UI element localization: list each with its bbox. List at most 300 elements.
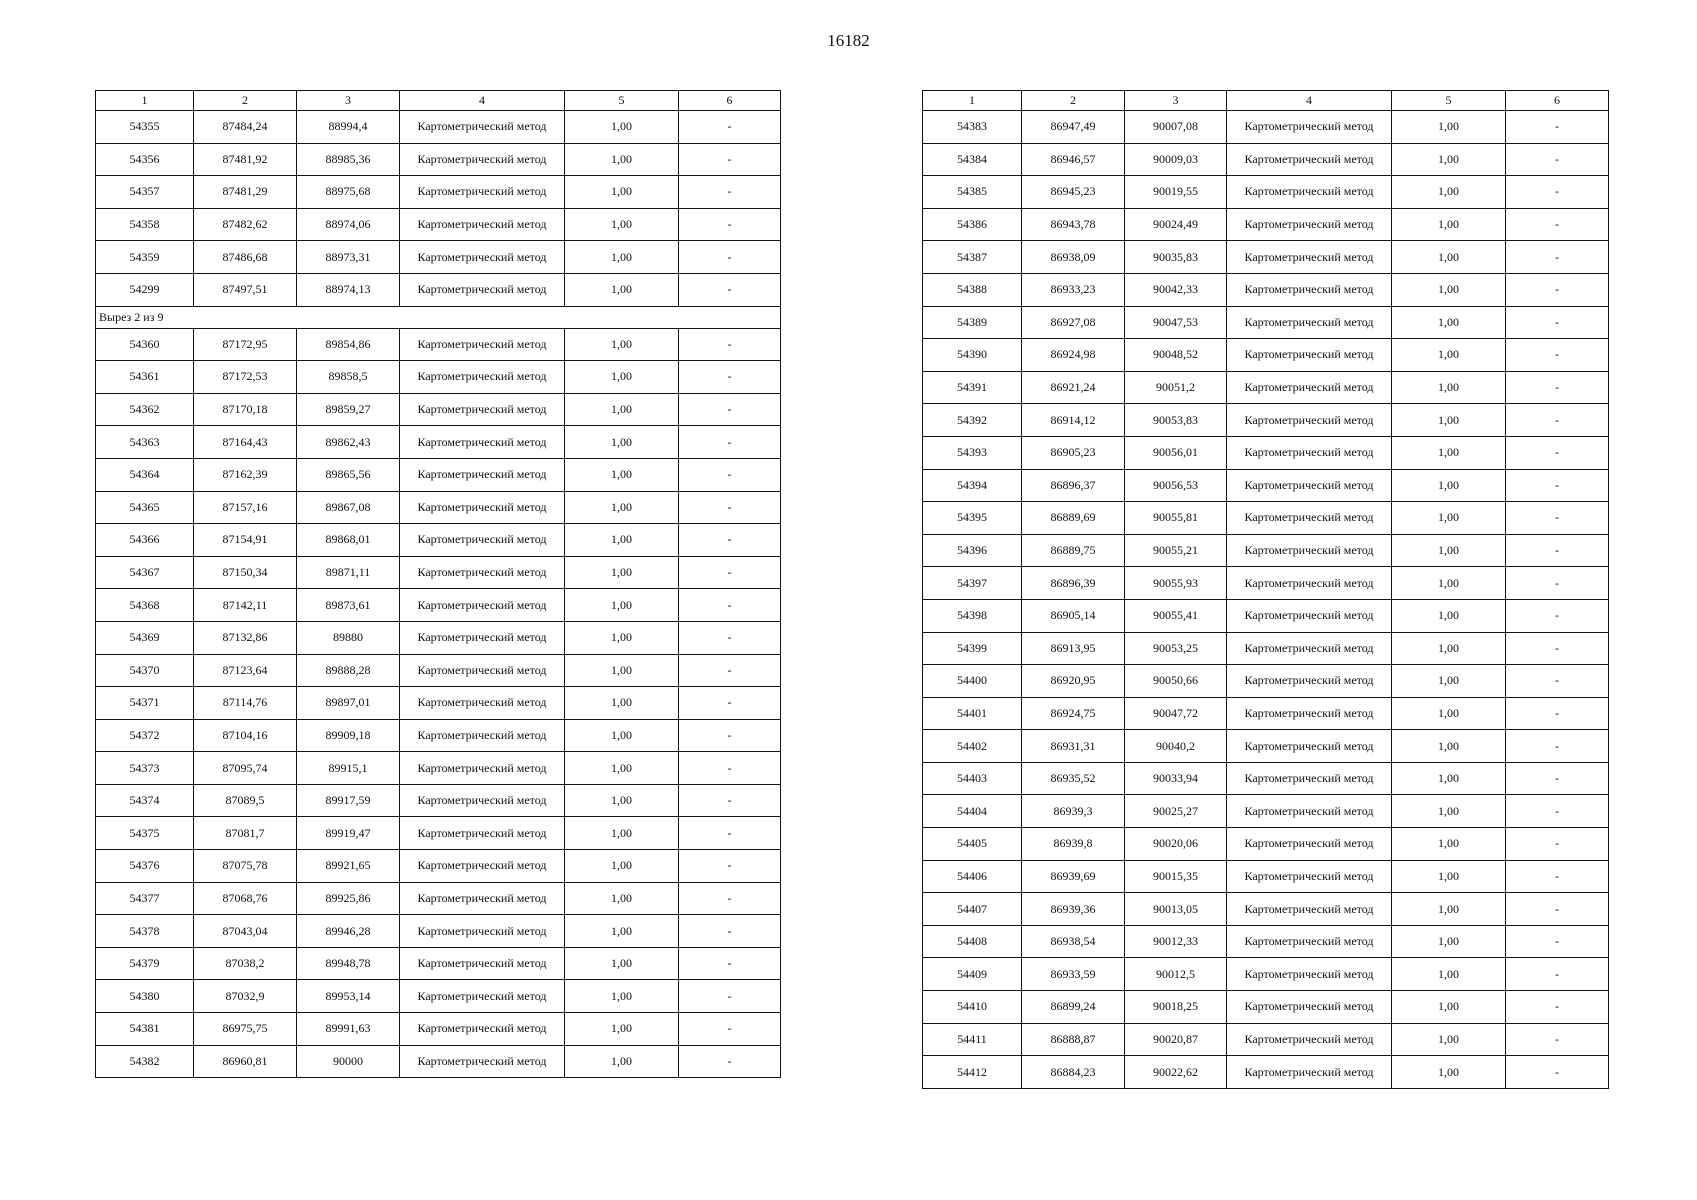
y-coordinate-cell: 89946,28	[297, 915, 400, 948]
table-row	[96, 273, 781, 306]
point-number-cell: 54395	[923, 502, 1022, 535]
point-number-cell: 54360	[96, 328, 194, 361]
column-header: 4	[1227, 91, 1392, 111]
table-row	[923, 111, 1609, 144]
accuracy-cell: 1,00	[565, 817, 679, 850]
y-coordinate-cell: 88973,31	[297, 241, 400, 274]
table-row	[923, 208, 1609, 241]
note-cell: -	[1506, 958, 1609, 991]
note-cell: -	[679, 654, 781, 687]
accuracy-cell: 1,00	[1392, 306, 1506, 339]
point-number-cell: 54299	[96, 273, 194, 306]
table-row	[923, 860, 1609, 893]
accuracy-cell: 1,00	[1392, 991, 1506, 1024]
method-cell: Картометрический метод	[400, 361, 565, 394]
y-coordinate-cell: 90048,52	[1125, 339, 1227, 372]
y-coordinate-cell: 90007,08	[1125, 111, 1227, 144]
method-cell: Картометрический метод	[400, 915, 565, 948]
x-coordinate-cell: 87142,11	[194, 589, 297, 622]
table-row	[923, 730, 1609, 763]
method-cell: Картометрический метод	[400, 882, 565, 915]
method-cell: Картометрический метод	[400, 817, 565, 850]
coordinates-table-right	[922, 90, 1609, 1089]
table-row	[923, 991, 1609, 1024]
point-number-cell: 54368	[96, 589, 194, 622]
method-cell: Картометрический метод	[1227, 176, 1392, 209]
point-number-cell: 54363	[96, 426, 194, 459]
accuracy-cell: 1,00	[565, 393, 679, 426]
x-coordinate-cell: 86889,69	[1022, 502, 1125, 535]
method-cell: Картометрический метод	[1227, 1056, 1392, 1089]
x-coordinate-cell: 86913,95	[1022, 632, 1125, 665]
y-coordinate-cell: 89858,5	[297, 361, 400, 394]
accuracy-cell: 1,00	[565, 328, 679, 361]
note-cell: -	[1506, 795, 1609, 828]
y-coordinate-cell: 88974,13	[297, 273, 400, 306]
note-cell: -	[679, 241, 781, 274]
method-cell: Картометрический метод	[400, 752, 565, 785]
x-coordinate-cell: 87081,7	[194, 817, 297, 850]
method-cell: Картометрический метод	[400, 143, 565, 176]
x-coordinate-cell: 86924,98	[1022, 339, 1125, 372]
note-cell: -	[679, 556, 781, 589]
accuracy-cell: 1,00	[1392, 436, 1506, 469]
y-coordinate-cell: 90047,72	[1125, 697, 1227, 730]
x-coordinate-cell: 86888,87	[1022, 1023, 1125, 1056]
y-coordinate-cell: 89862,43	[297, 426, 400, 459]
table-row	[923, 762, 1609, 795]
method-cell: Картометрический метод	[1227, 143, 1392, 176]
accuracy-cell: 1,00	[1392, 860, 1506, 893]
note-cell: -	[1506, 697, 1609, 730]
method-cell: Картометрический метод	[1227, 1023, 1392, 1056]
x-coordinate-cell: 87482,62	[194, 208, 297, 241]
table-row	[96, 947, 781, 980]
method-cell: Картометрический метод	[1227, 730, 1392, 763]
table-row	[96, 556, 781, 589]
y-coordinate-cell: 88985,36	[297, 143, 400, 176]
note-cell: -	[679, 328, 781, 361]
point-number-cell: 54379	[96, 947, 194, 980]
table-row	[96, 915, 781, 948]
accuracy-cell: 1,00	[565, 915, 679, 948]
table-row	[923, 241, 1609, 274]
method-cell: Картометрический метод	[1227, 599, 1392, 632]
x-coordinate-cell: 86884,23	[1022, 1056, 1125, 1089]
accuracy-cell: 1,00	[565, 719, 679, 752]
x-coordinate-cell: 87164,43	[194, 426, 297, 459]
y-coordinate-cell: 89909,18	[297, 719, 400, 752]
x-coordinate-cell: 87481,29	[194, 176, 297, 209]
table-row	[923, 665, 1609, 698]
point-number-cell: 54386	[923, 208, 1022, 241]
accuracy-cell: 1,00	[565, 143, 679, 176]
accuracy-cell: 1,00	[1392, 241, 1506, 274]
accuracy-cell: 1,00	[1392, 795, 1506, 828]
x-coordinate-cell: 87481,92	[194, 143, 297, 176]
accuracy-cell: 1,00	[565, 1045, 679, 1078]
table-row	[923, 925, 1609, 958]
note-cell: -	[679, 1045, 781, 1078]
method-cell: Картометрический метод	[1227, 534, 1392, 567]
method-cell: Картометрический метод	[1227, 828, 1392, 861]
accuracy-cell: 1,00	[1392, 893, 1506, 926]
point-number-cell: 54403	[923, 762, 1022, 795]
x-coordinate-cell: 87068,76	[194, 882, 297, 915]
table-row	[96, 687, 781, 720]
note-cell: -	[1506, 762, 1609, 795]
accuracy-cell: 1,00	[1392, 599, 1506, 632]
x-coordinate-cell: 86933,23	[1022, 273, 1125, 306]
point-number-cell: 54375	[96, 817, 194, 850]
point-number-cell: 54400	[923, 665, 1022, 698]
method-cell: Картометрический метод	[1227, 795, 1392, 828]
point-number-cell: 54364	[96, 458, 194, 491]
point-number-cell: 54372	[96, 719, 194, 752]
table-row	[96, 589, 781, 622]
y-coordinate-cell: 90042,33	[1125, 273, 1227, 306]
y-coordinate-cell: 89919,47	[297, 817, 400, 850]
coordinates-table-left	[95, 90, 781, 1078]
y-coordinate-cell: 89868,01	[297, 524, 400, 557]
method-cell: Картометрический метод	[400, 556, 565, 589]
method-cell: Картометрический метод	[1227, 697, 1392, 730]
y-coordinate-cell: 89859,27	[297, 393, 400, 426]
column-header: 4	[400, 91, 565, 111]
section-row	[96, 306, 781, 328]
accuracy-cell: 1,00	[1392, 828, 1506, 861]
accuracy-cell: 1,00	[565, 752, 679, 785]
note-cell: -	[1506, 436, 1609, 469]
point-number-cell: 54389	[923, 306, 1022, 339]
table-row	[923, 632, 1609, 665]
x-coordinate-cell: 86933,59	[1022, 958, 1125, 991]
accuracy-cell: 1,00	[1392, 111, 1506, 144]
y-coordinate-cell: 89921,65	[297, 850, 400, 883]
x-coordinate-cell: 87075,78	[194, 850, 297, 883]
note-cell: -	[679, 491, 781, 524]
note-cell: -	[679, 719, 781, 752]
column-header: 3	[297, 91, 400, 111]
method-cell: Картометрический метод	[1227, 469, 1392, 502]
table-row	[923, 599, 1609, 632]
x-coordinate-cell: 86889,75	[1022, 534, 1125, 567]
page-number: 16182	[827, 31, 870, 50]
table-row	[96, 111, 781, 144]
accuracy-cell: 1,00	[1392, 567, 1506, 600]
table-row	[96, 882, 781, 915]
x-coordinate-cell: 86921,24	[1022, 371, 1125, 404]
y-coordinate-cell: 90055,21	[1125, 534, 1227, 567]
method-cell: Картометрический метод	[400, 1013, 565, 1046]
x-coordinate-cell: 86939,8	[1022, 828, 1125, 861]
x-coordinate-cell: 87150,34	[194, 556, 297, 589]
note-cell: -	[1506, 469, 1609, 502]
method-cell: Картометрический метод	[400, 208, 565, 241]
table-row	[923, 893, 1609, 926]
table-row	[96, 1013, 781, 1046]
y-coordinate-cell: 89865,56	[297, 458, 400, 491]
method-cell: Картометрический метод	[1227, 958, 1392, 991]
note-cell: -	[1506, 925, 1609, 958]
y-coordinate-cell: 90055,41	[1125, 599, 1227, 632]
accuracy-cell: 1,00	[565, 850, 679, 883]
point-number-cell: 54404	[923, 795, 1022, 828]
point-number-cell: 54385	[923, 176, 1022, 209]
method-cell: Картометрический метод	[400, 176, 565, 209]
x-coordinate-cell: 86975,75	[194, 1013, 297, 1046]
note-cell: -	[1506, 534, 1609, 567]
x-coordinate-cell: 86945,23	[1022, 176, 1125, 209]
point-number-cell: 54371	[96, 687, 194, 720]
method-cell: Картометрический метод	[1227, 925, 1392, 958]
method-cell: Картометрический метод	[1227, 339, 1392, 372]
x-coordinate-cell: 87038,2	[194, 947, 297, 980]
x-coordinate-cell: 86931,31	[1022, 730, 1125, 763]
accuracy-cell: 1,00	[1392, 730, 1506, 763]
y-coordinate-cell: 89991,63	[297, 1013, 400, 1046]
y-coordinate-cell: 88974,06	[297, 208, 400, 241]
point-number-cell: 54383	[923, 111, 1022, 144]
y-coordinate-cell: 90025,27	[1125, 795, 1227, 828]
method-cell: Картометрический метод	[400, 784, 565, 817]
point-number-cell: 54374	[96, 784, 194, 817]
y-coordinate-cell: 89873,61	[297, 589, 400, 622]
accuracy-cell: 1,00	[565, 589, 679, 622]
accuracy-cell: 1,00	[565, 241, 679, 274]
point-number-cell: 54378	[96, 915, 194, 948]
x-coordinate-cell: 86935,52	[1022, 762, 1125, 795]
method-cell: Картометрический метод	[1227, 404, 1392, 437]
x-coordinate-cell: 87497,51	[194, 273, 297, 306]
point-number-cell: 54376	[96, 850, 194, 883]
x-coordinate-cell: 87089,5	[194, 784, 297, 817]
note-cell: -	[1506, 860, 1609, 893]
y-coordinate-cell: 90020,87	[1125, 1023, 1227, 1056]
y-coordinate-cell: 90012,5	[1125, 958, 1227, 991]
note-cell: -	[679, 589, 781, 622]
accuracy-cell: 1,00	[565, 947, 679, 980]
method-cell: Картометрический метод	[1227, 306, 1392, 339]
y-coordinate-cell: 90024,49	[1125, 208, 1227, 241]
table-row	[96, 784, 781, 817]
y-coordinate-cell: 90056,53	[1125, 469, 1227, 502]
point-number-cell: 54380	[96, 980, 194, 1013]
note-cell: -	[1506, 665, 1609, 698]
y-coordinate-cell: 89854,86	[297, 328, 400, 361]
note-cell: -	[1506, 208, 1609, 241]
x-coordinate-cell: 86920,95	[1022, 665, 1125, 698]
table-header	[96, 91, 781, 111]
table-row	[96, 980, 781, 1013]
table-header	[923, 91, 1609, 111]
accuracy-cell: 1,00	[1392, 534, 1506, 567]
method-cell: Картометрический метод	[1227, 273, 1392, 306]
method-cell: Картометрический метод	[400, 719, 565, 752]
table-row	[96, 393, 781, 426]
table-body	[923, 111, 1609, 1089]
note-cell: -	[1506, 306, 1609, 339]
y-coordinate-cell: 89897,01	[297, 687, 400, 720]
table-row	[96, 752, 781, 785]
method-cell: Картометрический метод	[400, 491, 565, 524]
x-coordinate-cell: 86938,09	[1022, 241, 1125, 274]
point-number-cell: 54365	[96, 491, 194, 524]
table-row	[923, 306, 1609, 339]
note-cell: -	[679, 1013, 781, 1046]
method-cell: Картометрический метод	[400, 458, 565, 491]
accuracy-cell: 1,00	[565, 784, 679, 817]
note-cell: -	[1506, 991, 1609, 1024]
accuracy-cell: 1,00	[565, 361, 679, 394]
point-number-cell: 54366	[96, 524, 194, 557]
y-coordinate-cell: 90053,83	[1125, 404, 1227, 437]
point-number-cell: 54382	[96, 1045, 194, 1078]
method-cell: Картометрический метод	[1227, 208, 1392, 241]
accuracy-cell: 1,00	[1392, 273, 1506, 306]
note-cell: -	[1506, 502, 1609, 535]
table-row	[96, 1045, 781, 1078]
point-number-cell: 54358	[96, 208, 194, 241]
table-row	[923, 697, 1609, 730]
method-cell: Картометрический метод	[400, 687, 565, 720]
point-number-cell: 54412	[923, 1056, 1022, 1089]
point-number-cell: 54408	[923, 925, 1022, 958]
note-cell: -	[1506, 1056, 1609, 1089]
table-row	[96, 491, 781, 524]
x-coordinate-cell: 86960,81	[194, 1045, 297, 1078]
y-coordinate-cell: 90020,06	[1125, 828, 1227, 861]
method-cell: Картометрический метод	[400, 241, 565, 274]
method-cell: Картометрический метод	[400, 980, 565, 1013]
point-number-cell: 54398	[923, 599, 1022, 632]
note-cell: -	[1506, 339, 1609, 372]
table-row	[923, 469, 1609, 502]
method-cell: Картометрический метод	[1227, 436, 1392, 469]
method-cell: Картометрический метод	[1227, 991, 1392, 1024]
method-cell: Картометрический метод	[400, 328, 565, 361]
table-row	[923, 828, 1609, 861]
table-row	[923, 795, 1609, 828]
x-coordinate-cell: 87172,53	[194, 361, 297, 394]
x-coordinate-cell: 87123,64	[194, 654, 297, 687]
x-coordinate-cell: 87486,68	[194, 241, 297, 274]
y-coordinate-cell: 89915,1	[297, 752, 400, 785]
x-coordinate-cell: 86939,69	[1022, 860, 1125, 893]
y-coordinate-cell: 90018,25	[1125, 991, 1227, 1024]
x-coordinate-cell: 86914,12	[1022, 404, 1125, 437]
note-cell: -	[679, 458, 781, 491]
point-number-cell: 54402	[923, 730, 1022, 763]
table-row	[923, 502, 1609, 535]
point-number-cell: 54361	[96, 361, 194, 394]
note-cell: -	[1506, 371, 1609, 404]
point-number-cell: 54362	[96, 393, 194, 426]
y-coordinate-cell: 89948,78	[297, 947, 400, 980]
y-coordinate-cell: 89953,14	[297, 980, 400, 1013]
note-cell: -	[1506, 176, 1609, 209]
y-coordinate-cell: 90033,94	[1125, 762, 1227, 795]
x-coordinate-cell: 87170,18	[194, 393, 297, 426]
x-coordinate-cell: 86927,08	[1022, 306, 1125, 339]
y-coordinate-cell: 90015,35	[1125, 860, 1227, 893]
y-coordinate-cell: 89925,86	[297, 882, 400, 915]
accuracy-cell: 1,00	[1392, 208, 1506, 241]
table-row	[923, 1023, 1609, 1056]
table-row	[96, 143, 781, 176]
note-cell: -	[1506, 1023, 1609, 1056]
x-coordinate-cell: 86939,3	[1022, 795, 1125, 828]
note-cell: -	[1506, 730, 1609, 763]
x-coordinate-cell: 86896,39	[1022, 567, 1125, 600]
method-cell: Картометрический метод	[1227, 502, 1392, 535]
accuracy-cell: 1,00	[565, 1013, 679, 1046]
table-row	[923, 404, 1609, 437]
accuracy-cell: 1,00	[1392, 176, 1506, 209]
note-cell: -	[1506, 273, 1609, 306]
table-row	[96, 426, 781, 459]
method-cell: Картометрический метод	[400, 1045, 565, 1078]
note-cell: -	[679, 426, 781, 459]
note-cell: -	[1506, 404, 1609, 437]
x-coordinate-cell: 87157,16	[194, 491, 297, 524]
column-header: 2	[1022, 91, 1125, 111]
accuracy-cell: 1,00	[1392, 339, 1506, 372]
x-coordinate-cell: 87154,91	[194, 524, 297, 557]
accuracy-cell: 1,00	[1392, 404, 1506, 437]
accuracy-cell: 1,00	[565, 458, 679, 491]
table-row	[923, 273, 1609, 306]
point-number-cell: 54377	[96, 882, 194, 915]
x-coordinate-cell: 87104,16	[194, 719, 297, 752]
accuracy-cell: 1,00	[1392, 665, 1506, 698]
method-cell: Картометрический метод	[1227, 241, 1392, 274]
x-coordinate-cell: 86896,37	[1022, 469, 1125, 502]
point-number-cell: 54355	[96, 111, 194, 144]
y-coordinate-cell: 90055,81	[1125, 502, 1227, 535]
table-row	[923, 176, 1609, 209]
column-header: 3	[1125, 91, 1227, 111]
y-coordinate-cell: 90047,53	[1125, 306, 1227, 339]
table-body	[96, 111, 781, 1078]
table-row	[923, 371, 1609, 404]
point-number-cell: 54410	[923, 991, 1022, 1024]
column-header: 1	[96, 91, 194, 111]
table-row	[96, 241, 781, 274]
accuracy-cell: 1,00	[565, 176, 679, 209]
note-cell: -	[1506, 632, 1609, 665]
point-number-cell: 54399	[923, 632, 1022, 665]
accuracy-cell: 1,00	[1392, 1056, 1506, 1089]
header-row	[96, 91, 781, 111]
note-cell: -	[679, 208, 781, 241]
note-cell: -	[1506, 893, 1609, 926]
point-number-cell: 54357	[96, 176, 194, 209]
accuracy-cell: 1,00	[1392, 925, 1506, 958]
y-coordinate-cell: 89917,59	[297, 784, 400, 817]
table-row	[96, 719, 781, 752]
accuracy-cell: 1,00	[1392, 697, 1506, 730]
y-coordinate-cell: 89880	[297, 621, 400, 654]
x-coordinate-cell: 86905,14	[1022, 599, 1125, 632]
y-coordinate-cell: 89888,28	[297, 654, 400, 687]
accuracy-cell: 1,00	[1392, 502, 1506, 535]
y-coordinate-cell: 90050,66	[1125, 665, 1227, 698]
accuracy-cell: 1,00	[1392, 143, 1506, 176]
note-cell: -	[679, 621, 781, 654]
point-number-cell: 54384	[923, 143, 1022, 176]
accuracy-cell: 1,00	[565, 524, 679, 557]
